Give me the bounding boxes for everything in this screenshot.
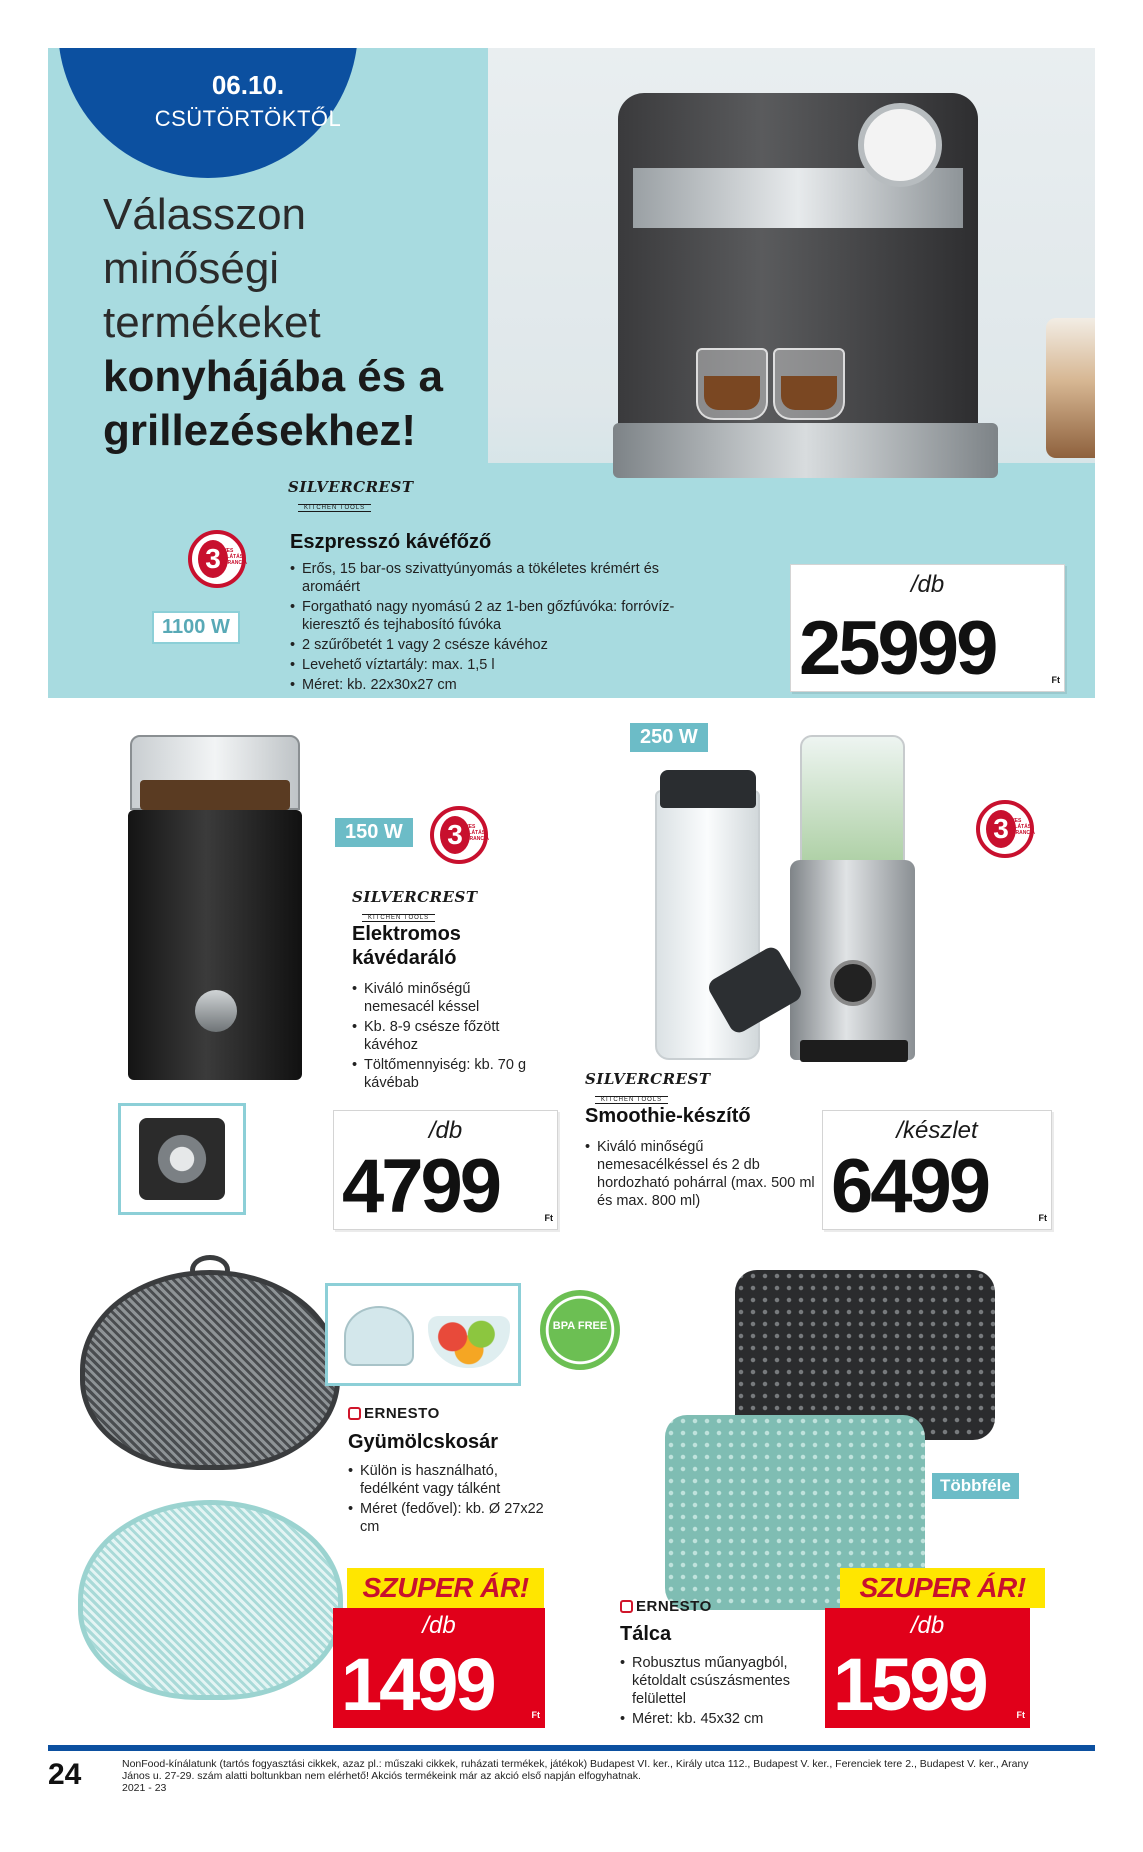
wattage-badge: 250 W <box>630 723 708 752</box>
wattage-badge: 1100 W <box>152 611 240 644</box>
coffee-cup-image <box>696 348 768 420</box>
warranty-badge-icon: 3 ÉVES ELLÁTÁSI GARANCIA <box>976 800 1034 858</box>
product-title: Elektromos kávédaráló <box>352 923 461 969</box>
currency: Ft <box>531 1710 540 1720</box>
bullet-item: • Forgatható nagy nyomású 2 az 1-ben gőzfúvóka: forróvíz-kieresztő és tejhabosító fúvóka <box>290 598 720 634</box>
coffee-cup-image <box>773 348 845 420</box>
blender-foot-image <box>800 1040 908 1062</box>
bullet-item: • Külön is használható, fedélként vagy tálként <box>348 1462 548 1498</box>
bottle-cap-image <box>660 770 756 808</box>
product-title: Smoothie-készítő <box>585 1105 751 1127</box>
price-box <box>333 1110 558 1230</box>
basket-with-fruit-image <box>325 1283 521 1386</box>
headline-bold-line: grillezésekhez! <box>103 406 417 455</box>
grinder-blade-image <box>139 1118 225 1200</box>
footer-code: 2021 - 23 <box>122 1782 167 1794</box>
headline-line: minőségi <box>103 244 280 293</box>
coffee-grinder-image <box>128 810 302 1080</box>
price-box <box>790 564 1065 692</box>
grinder-detail-image <box>118 1103 246 1215</box>
bullet-item: • Töltőmennyiség: kb. 70 g kávébab <box>352 1056 537 1092</box>
warranty-badge-icon: 3 ÉVES ELLÁTÁSI GARANCIA <box>188 530 246 588</box>
bullet-item: • Kb. 8-9 csésze főzött kávéhoz <box>352 1018 537 1054</box>
price-unit: /db <box>910 1612 945 1639</box>
latte-glass-image <box>1046 318 1095 458</box>
offer-date-sub: CSÜTÖRTÖKTŐL <box>154 106 342 131</box>
bullet-item: • Méret (fedővel): kb. Ø 27x22 cm <box>348 1500 548 1536</box>
currency: Ft <box>1038 1213 1047 1223</box>
currency: Ft <box>1051 675 1060 685</box>
footer-rule <box>48 1745 1095 1751</box>
bullet-item: • Robusztus műanyagból, kétoldalt csúszásmentes felülettel <box>620 1654 820 1708</box>
headline <box>103 188 523 458</box>
bullet-item: • Méret: kb. 45x32 cm <box>620 1710 820 1728</box>
headline-line: Válasszon <box>103 190 307 239</box>
price-unit: /db <box>910 571 945 598</box>
bullet-item: • 2 szűrőbetét 1 vagy 2 csésze kávéhoz <box>290 636 720 654</box>
product-bullets <box>348 1462 548 1538</box>
bpa-free-badge-icon: BPA FREE <box>540 1290 620 1370</box>
price-unit: /db <box>422 1612 456 1639</box>
price-value: 1599 <box>833 1643 986 1726</box>
hero-banner <box>48 48 1095 698</box>
silvercrest-logo: SILVERCREST KITCHEN TOOLS <box>585 1070 711 1103</box>
page-number: 24 <box>48 1758 82 1791</box>
product-title: Tálca <box>620 1623 672 1645</box>
price-box <box>333 1608 545 1728</box>
price-unit: /db <box>428 1117 463 1144</box>
price-value: 25999 <box>799 606 996 691</box>
warranty-badge-icon: 3 ÉVES ELLÁTÁSI GARANCIA <box>430 806 488 864</box>
product-title: Eszpresszó kávéfőző <box>290 531 492 553</box>
footer-disclaimer: NonFood-kínálatunk (tartós fogyasztási cikkek, azaz pl.: műszaki cikkek, ruházati termékek, játékok) Budapest VI. ker., Király utca 112., Budapest V. ker., Ferenciek tere 2., Budapest V. ker., Arany János u. 27-29. szám alatti boltunkban nem elérhető! Akciós termékeink már az akció első napján elfogyhatnak. 2021 - 23 <box>122 1758 1042 1794</box>
fruit-basket-mint-image <box>78 1500 343 1700</box>
offer-date: 06.10. <box>211 70 285 100</box>
currency: Ft <box>544 1213 553 1223</box>
bullet-item: • Levehető víztartály: max. 1,5 l <box>290 656 720 674</box>
super-price-banner: SZUPER ÁR! <box>840 1568 1045 1608</box>
product-bullets <box>585 1138 815 1212</box>
ernesto-logo: ERNESTO <box>620 1598 712 1615</box>
coffee-beans-image <box>140 780 290 810</box>
ernesto-logo: ERNESTO <box>348 1405 440 1422</box>
silvercrest-logo: SILVERCREST KITCHEN TOOLS <box>288 478 414 511</box>
super-price-banner: SZUPER ÁR! <box>347 1568 544 1608</box>
bullet-item: • Kiváló minőségű nemesacél késsel <box>352 980 537 1016</box>
price-value: 4799 <box>342 1144 500 1229</box>
currency: Ft <box>1016 1710 1025 1720</box>
product-title: Gyümölcskosár <box>348 1431 499 1453</box>
product-bullets <box>290 560 720 696</box>
bullet-item: • Erős, 15 bar-os szivattyúnyomás a tökéletes krémért és aromáért <box>290 560 720 596</box>
price-value: 1499 <box>341 1643 494 1726</box>
espresso-machine-base <box>613 423 998 478</box>
bullet-item: • Méret: kb. 22x30x27 cm <box>290 676 720 694</box>
product-bullets <box>620 1654 820 1730</box>
silvercrest-logo: SILVERCREST KITCHEN TOOLS <box>352 888 478 921</box>
price-box <box>822 1110 1052 1230</box>
headline-bold-line: konyhájába és a <box>103 352 443 401</box>
price-value: 6499 <box>831 1144 989 1229</box>
bullet-item: • Kiváló minőségű nemesacélkéssel és 2 db hordozható pohárral (max. 500 ml és max. 800 ml) <box>585 1138 815 1210</box>
price-box <box>825 1608 1030 1728</box>
variant-badge: Többféle <box>932 1473 1019 1499</box>
blender-jar-image <box>800 735 905 865</box>
wattage-badge: 150 W <box>335 818 413 847</box>
product-bullets <box>352 980 537 1094</box>
blender-knob-icon <box>830 960 876 1006</box>
price-unit: /készlet <box>896 1117 978 1144</box>
pressure-gauge-icon <box>858 103 942 187</box>
grinder-button-icon <box>195 990 237 1032</box>
headline-line: termékeket <box>103 298 321 347</box>
fruit-basket-grey-image <box>80 1270 340 1470</box>
